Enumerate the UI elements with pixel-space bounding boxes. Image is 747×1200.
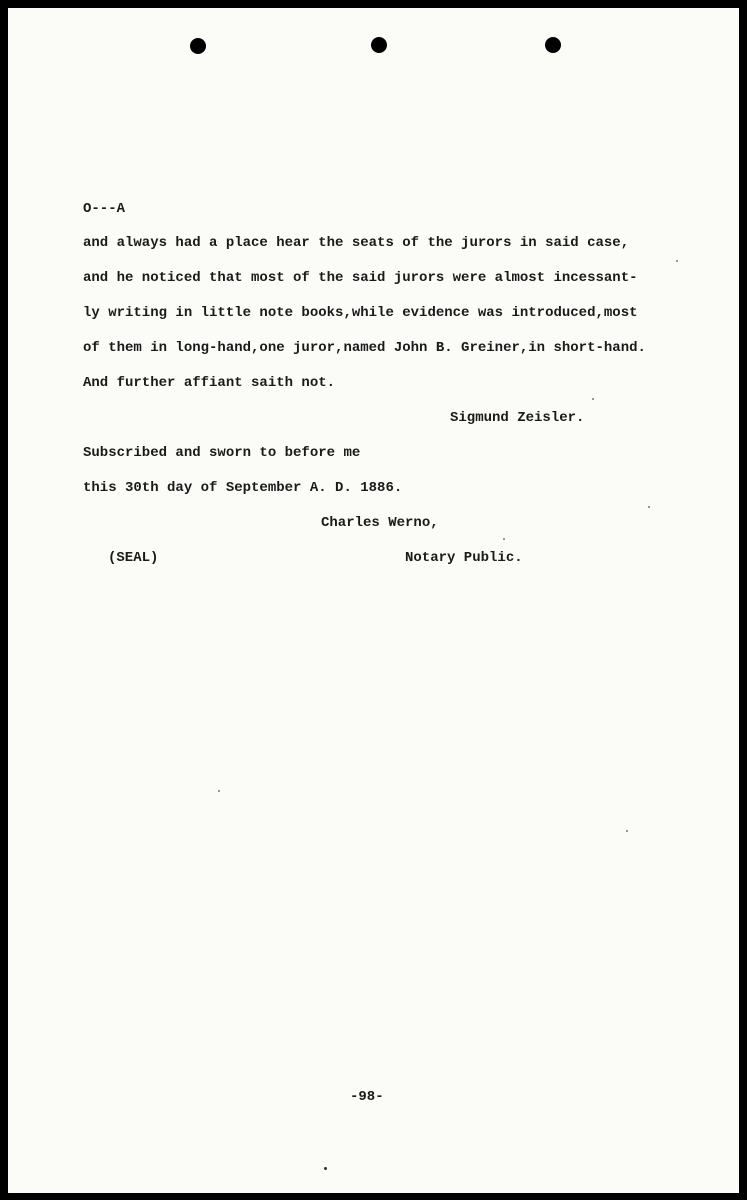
speck	[592, 398, 594, 400]
speck	[676, 260, 678, 262]
speck	[503, 538, 505, 540]
speck	[626, 830, 628, 832]
speck	[218, 790, 220, 792]
body-line-1: and always had a place hear the seats of the jurors in said case,	[83, 235, 630, 251]
jurat-line-1: Subscribed and sworn to before me	[83, 445, 361, 461]
punch-hole-right	[545, 37, 561, 53]
speck	[648, 506, 650, 508]
affiant-signature: Sigmund Zeisler.	[450, 410, 585, 426]
header-reference: O---A	[83, 201, 126, 217]
document-page	[8, 8, 739, 1193]
punch-hole-center	[371, 37, 387, 53]
body-line-3: ly writing in little note books,while evidence was introduced,most	[83, 305, 638, 321]
body-line-5: And further affiant saith not.	[83, 375, 336, 391]
speck	[324, 1167, 327, 1170]
page-number: -98-	[350, 1089, 384, 1105]
seal-label: (SEAL)	[108, 550, 159, 566]
jurat-line-2: this 30th day of September A. D. 1886.	[83, 480, 403, 496]
body-line-4: of them in long-hand,one juror,named John B. Greiner,in short-hand.	[83, 340, 646, 356]
body-line-2: and he noticed that most of the said jurors were almost incessant-	[83, 270, 638, 286]
punch-hole-left	[190, 38, 206, 54]
notary-title: Notary Public.	[405, 550, 523, 566]
notary-name: Charles Werno,	[321, 515, 439, 531]
